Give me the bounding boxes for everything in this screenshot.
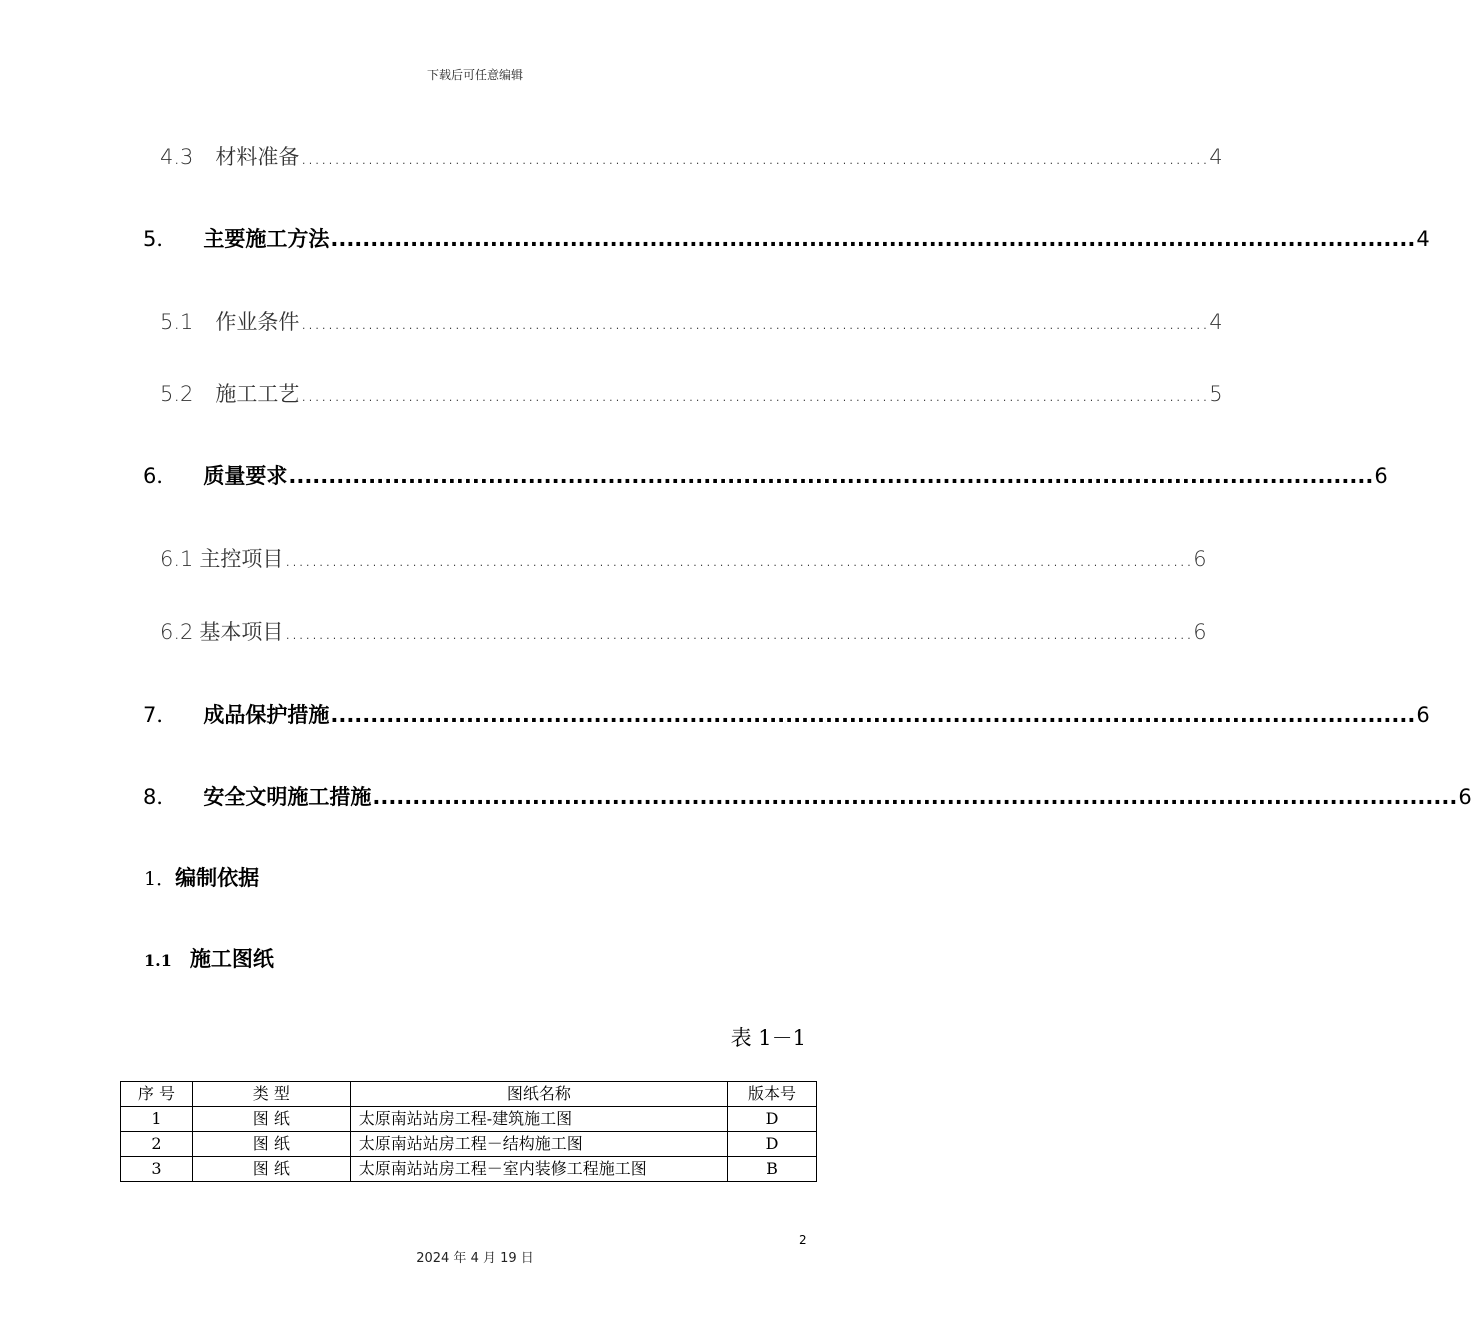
toc-entry-page: 6 [1193, 620, 1207, 644]
toc-entry-title: 施工工艺 [215, 382, 300, 406]
table-cell: 太原南站站房工程－结构施工图 [350, 1132, 727, 1157]
toc-entry-number: 5.1 [160, 310, 194, 334]
toc-entry-title: 主控项目 [199, 547, 284, 571]
section-heading [144, 862, 259, 892]
toc-leader-dots: ........................................................................................................................................ [284, 547, 1193, 571]
toc-entry-number: 4.3 [160, 145, 194, 169]
toc-entry[interactable] [160, 378, 1223, 408]
toc-entry[interactable] [160, 141, 1223, 171]
toc-entry[interactable] [160, 616, 1207, 646]
header-cell: 类 型 [192, 1082, 350, 1107]
table-cell: 2 [121, 1132, 193, 1157]
toc-leader-dots: ........................................................................................................................................ [300, 382, 1209, 406]
header-cell: 图纸名称 [350, 1082, 727, 1107]
table-cell: 图 纸 [192, 1107, 350, 1132]
toc-entry-page: 4 [1416, 227, 1430, 251]
toc-entry-page: 6 [1374, 464, 1388, 488]
table-cell: D [728, 1107, 817, 1132]
section-title: 编制依据 [175, 866, 260, 890]
toc-leader-dots: ........................................................................................................................................ [372, 785, 1458, 809]
toc-entry[interactable] [160, 543, 1207, 573]
toc-leader-dots: ........................................................................................................................................ [330, 227, 1416, 251]
toc-leader-dots: ........................................................................................................................................ [288, 464, 1374, 488]
toc-leader-dots: ........................................................................................................................................ [330, 703, 1416, 727]
page-header: 下载后可任意编辑 [426, 68, 523, 82]
toc-entry-number: 5.2 [160, 382, 194, 406]
toc-entry[interactable] [143, 781, 1472, 811]
toc-entry-page: 6 [1193, 547, 1207, 571]
section-number: 1． [144, 868, 176, 890]
header-cell: 版本号 [728, 1082, 817, 1107]
toc-entry-title: 质量要求 [203, 464, 288, 488]
toc-entry-page: 6 [1416, 703, 1430, 727]
toc-leader-dots: ........................................................................................................................................ [300, 145, 1209, 169]
table-cell: 1 [121, 1107, 193, 1132]
toc-entry-title: 作业条件 [215, 310, 300, 334]
toc-entry-number: 6.2 [160, 620, 194, 644]
toc-entry[interactable] [143, 223, 1430, 253]
toc-entry-number: 6． [143, 464, 178, 488]
toc-entry-title: 主要施工方法 [203, 227, 330, 251]
page-number: 2 [799, 1233, 807, 1247]
table-cell: 太原南站站房工程－室内装修工程施工图 [350, 1157, 727, 1182]
toc-entry-number: 6.1 [160, 547, 194, 571]
table-caption: 表 1－1 [730, 1026, 806, 1050]
toc-entry-title: 材料准备 [215, 145, 300, 169]
table-cell: B [728, 1157, 817, 1182]
toc-entry-number: 5． [143, 227, 178, 251]
table-row [121, 1107, 817, 1132]
toc-entry[interactable] [143, 460, 1388, 490]
toc-entry-number: 7． [143, 703, 178, 727]
toc-entry-page: 5 [1209, 382, 1223, 406]
toc-entry-page: 6 [1458, 785, 1472, 809]
subsection-heading [144, 943, 274, 973]
table-header-row [121, 1082, 817, 1107]
toc-entry-page: 4 [1209, 310, 1223, 334]
table-cell: 图 纸 [192, 1157, 350, 1182]
table-cell: 太原南站站房工程-建筑施工图 [350, 1107, 727, 1132]
header-cell: 序 号 [121, 1082, 193, 1107]
toc-leader-dots: ........................................................................................................................................ [300, 310, 1209, 334]
table-row [121, 1157, 817, 1182]
toc-entry[interactable] [143, 699, 1430, 729]
table-cell: 3 [121, 1157, 193, 1182]
subsection-title: 施工图纸 [189, 947, 274, 971]
toc-entry-title: 基本项目 [199, 620, 284, 644]
toc-entry-title: 安全文明施工措施 [203, 785, 372, 809]
toc-entry[interactable] [160, 306, 1223, 336]
subsection-number: 1.1 [144, 951, 172, 970]
table-cell: 图 纸 [192, 1132, 350, 1157]
toc-entry-number: 8． [143, 785, 178, 809]
toc-entry-page: 4 [1209, 145, 1223, 169]
toc-leader-dots: ........................................................................................................................................ [284, 620, 1193, 644]
table-cell: D [728, 1132, 817, 1157]
toc-entry-title: 成品保护措施 [203, 703, 330, 727]
drawings-table [120, 1081, 817, 1182]
page-footer-date: 2024 年 4 月 19 日 [416, 1251, 534, 1266]
table-row [121, 1132, 817, 1157]
